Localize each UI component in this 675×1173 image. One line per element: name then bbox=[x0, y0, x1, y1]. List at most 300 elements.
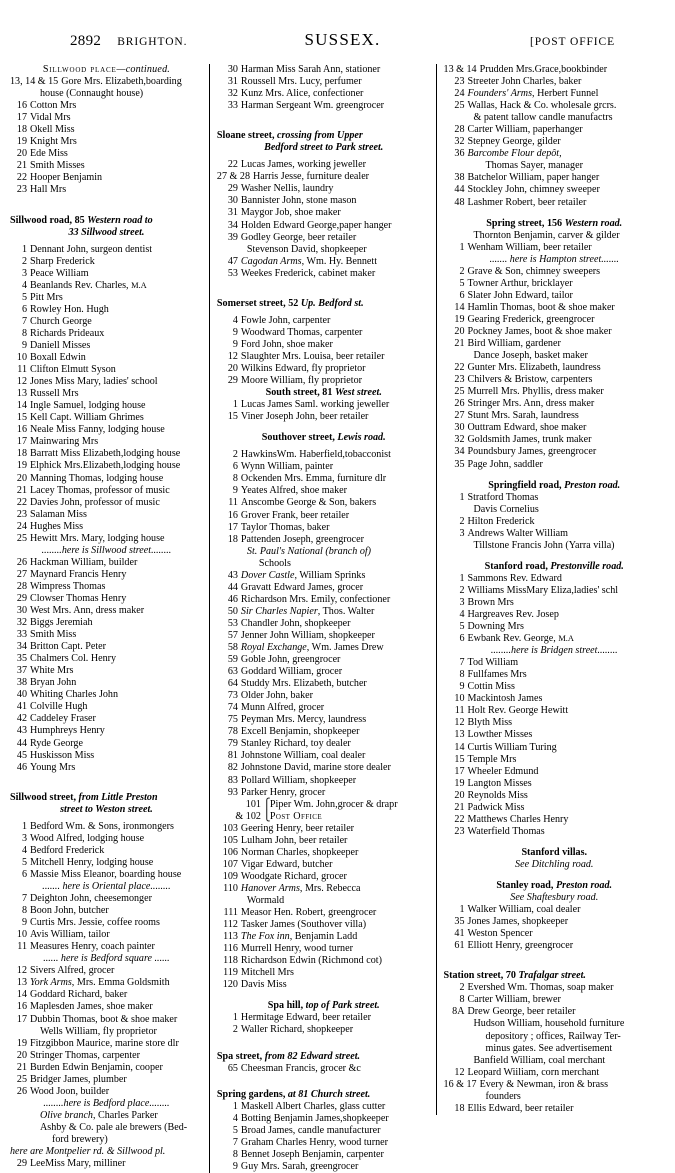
entry-text: Sharp Frederick bbox=[30, 255, 95, 267]
entry-text: Hargreaves Rev. Josep bbox=[467, 609, 559, 621]
directory-entry bbox=[444, 278, 665, 290]
entry-text: Bryan John bbox=[30, 677, 77, 689]
entry-number: 120 bbox=[222, 979, 238, 991]
entry-text: Hewitt Mrs. Mary, lodging house bbox=[30, 532, 165, 544]
entry-text: Wynn William, painter bbox=[240, 461, 334, 473]
entry-text: Vidal Mrs bbox=[30, 112, 71, 124]
entry-number: 26 bbox=[454, 398, 465, 410]
entry-text: Holden Edward George,paper hanger bbox=[240, 219, 392, 231]
entry-number: 32 bbox=[454, 434, 465, 446]
directory-entry bbox=[217, 702, 431, 714]
directory-entry bbox=[217, 327, 431, 339]
entry-text-rest: , Mrs. Emma Goldsmith bbox=[71, 977, 170, 989]
entry-number: 31 bbox=[227, 207, 238, 219]
directory-entry bbox=[10, 833, 203, 845]
entry-number: 8 bbox=[21, 327, 27, 339]
entry-number: 13 & 14 bbox=[443, 64, 477, 75]
directory-entry bbox=[217, 461, 431, 473]
entry-text: Ede Miss bbox=[30, 148, 68, 160]
directory-entry bbox=[10, 436, 203, 448]
street-heading bbox=[217, 432, 431, 444]
brace-icon: ⎩ bbox=[262, 810, 271, 822]
entry-number: 18 bbox=[227, 533, 238, 545]
entry-text: Bird William, gardener bbox=[467, 338, 561, 350]
directory-entry bbox=[444, 814, 665, 826]
entry-number: 48 bbox=[454, 196, 465, 208]
directory-entry bbox=[217, 1149, 431, 1161]
directory-entry bbox=[444, 994, 665, 1006]
entry-text: Carter William, brewer bbox=[467, 994, 561, 1006]
entry-number: 82 bbox=[227, 762, 238, 774]
street-heading: Stanford villas. bbox=[521, 846, 588, 858]
entry-text: Stratford Thomas bbox=[467, 491, 539, 503]
entry-number: 3 bbox=[21, 267, 27, 279]
entry-number: 6 bbox=[21, 303, 27, 315]
directory-entry bbox=[444, 136, 665, 148]
column-3 bbox=[436, 64, 665, 1115]
directory-entry bbox=[10, 1038, 203, 1050]
directory-entry bbox=[444, 148, 665, 160]
directory-entry bbox=[217, 232, 431, 244]
entry-text: Roussell Mrs. Lucy, perfumer bbox=[240, 76, 362, 88]
entry-number: 10 bbox=[16, 352, 27, 364]
entry-text: Maynard Francis Henry bbox=[30, 568, 127, 580]
entry-number: 65 bbox=[227, 1062, 238, 1074]
entry-text: Richardson Edwin (Richmond cot) bbox=[240, 955, 382, 967]
directory-entry bbox=[217, 654, 431, 666]
entry-number: 38 bbox=[16, 677, 27, 689]
directory-entry bbox=[444, 573, 665, 585]
entry-number: 8 bbox=[459, 669, 465, 681]
entry-number: 25 bbox=[454, 386, 465, 398]
entry-number: 14 bbox=[454, 301, 465, 313]
entry-number: 75 bbox=[227, 714, 238, 726]
entry-text: Maplesden James, shoe maker bbox=[30, 1001, 153, 1013]
entry-text: Ellis Edward, beer retailer bbox=[467, 1102, 574, 1114]
entry-number: 13, 14 & 15 bbox=[10, 76, 59, 88]
directory-entry bbox=[10, 725, 203, 737]
entry-number: 20 bbox=[16, 472, 27, 484]
entry-text: West Mrs. Ann, dress maker bbox=[30, 605, 145, 617]
entry-number: 13 bbox=[454, 729, 465, 741]
entry-text: Goddard Richard, baker bbox=[30, 989, 128, 1001]
entry-text: Wenham William, beer retailer bbox=[467, 241, 592, 253]
directory-entry bbox=[10, 738, 203, 750]
directory-entry bbox=[10, 340, 203, 352]
entry-text: Hackman William, builder bbox=[30, 556, 138, 568]
entry-text: Slater John Edward, tailor bbox=[467, 289, 573, 301]
entry-text: Fowle John, carpenter bbox=[240, 314, 331, 326]
entry-number: 23 bbox=[454, 825, 465, 837]
directory-entry bbox=[10, 845, 203, 857]
entry-text-rest: , Wm. James Drew bbox=[306, 642, 384, 654]
directory-entry bbox=[217, 943, 431, 955]
directory-entry bbox=[217, 76, 431, 88]
directory-entry bbox=[10, 497, 203, 509]
entry-number: 2 bbox=[459, 982, 465, 994]
directory-entry bbox=[217, 449, 431, 461]
directory-entry bbox=[217, 207, 431, 219]
directory-entry bbox=[444, 100, 665, 112]
entry-text: Waterfield Thomas bbox=[467, 825, 545, 837]
entry-continuation: minus gates. See advertisement bbox=[485, 1042, 613, 1054]
entry-number: 32 bbox=[227, 88, 238, 100]
entry-number: 7 bbox=[21, 315, 27, 327]
entry-text: Barratt Miss Elizabeth,lodging house bbox=[30, 448, 181, 460]
entry-text: Taylor Thomas, baker bbox=[240, 521, 330, 533]
entry-number: 19 bbox=[454, 313, 465, 325]
directory-entry bbox=[217, 1012, 431, 1024]
entry-text: Ingle Samuel, lodging house bbox=[30, 400, 146, 412]
directory-entry bbox=[10, 316, 203, 328]
entry-text: Washer Nellis, laundry bbox=[240, 183, 334, 195]
entry-number: 24 bbox=[454, 88, 465, 100]
entry-text: Weekes Frederick, cabinet maker bbox=[240, 267, 376, 279]
entry-text: Murrell Mrs. Phyllis, dress maker bbox=[467, 386, 604, 398]
block-spacer bbox=[217, 280, 431, 289]
entry-text: Neale Miss Fanny, lodging house bbox=[30, 424, 165, 436]
directory-entry bbox=[10, 328, 203, 340]
street-location: Preston road. bbox=[564, 479, 621, 491]
entry-number: 101 bbox=[245, 798, 261, 810]
block-spacer bbox=[444, 552, 665, 561]
directory-entry bbox=[444, 124, 665, 136]
entry-number: 4 bbox=[21, 279, 27, 291]
directory-entry bbox=[10, 713, 203, 725]
entry-continuation: Hudson William, household furniture bbox=[473, 1018, 625, 1030]
entry-text: Stepney George, gilder bbox=[467, 136, 561, 148]
street-name: South street, 81 bbox=[265, 387, 335, 399]
column-2 bbox=[209, 64, 436, 1173]
entry-number: 44 bbox=[16, 737, 27, 749]
entry-text: Jones James, shopkeeper bbox=[467, 916, 569, 928]
entry-number: 106 bbox=[222, 846, 238, 858]
entry-text: Dennant John, surgeon dentist bbox=[30, 243, 153, 255]
entry-text: Wood Joon, builder bbox=[30, 1085, 110, 1097]
directory-entry bbox=[444, 609, 665, 621]
entry-number: 23 bbox=[16, 508, 27, 520]
block-spacer bbox=[444, 871, 665, 880]
entry-text bbox=[241, 883, 431, 895]
entry-text: Viner Joseph John, beer retailer bbox=[240, 411, 369, 423]
entry-number: 34 bbox=[16, 641, 27, 653]
directory-entry bbox=[444, 326, 665, 338]
entry-number: 46 bbox=[227, 593, 238, 605]
entry-number: 6 bbox=[21, 868, 27, 880]
entry-number: 25 bbox=[16, 532, 27, 544]
directory-entry bbox=[444, 766, 665, 778]
entry-number: 111 bbox=[223, 907, 238, 919]
street-location: top of Park street. bbox=[305, 1000, 380, 1012]
directory-entry bbox=[10, 989, 203, 1001]
directory-entry bbox=[217, 678, 431, 690]
directory-entry bbox=[444, 657, 665, 669]
directory-entry bbox=[10, 641, 203, 653]
directory-entry bbox=[217, 738, 431, 750]
directory-entry bbox=[10, 521, 203, 533]
directory-entry bbox=[444, 597, 665, 609]
entry-text: Ford John, shoe maker bbox=[240, 338, 333, 350]
directory-entry bbox=[217, 411, 431, 423]
entry-number: 28 bbox=[16, 580, 27, 592]
street-location: Prestonville road. bbox=[550, 560, 624, 572]
directory-entry bbox=[217, 835, 431, 847]
entry-text: Post Office bbox=[269, 810, 323, 822]
entry-text: Smith Miss bbox=[30, 629, 77, 641]
street-heading bbox=[217, 387, 431, 399]
entry-text: Every & Newman, iron & brass bbox=[479, 1078, 608, 1090]
directory-entry bbox=[10, 460, 203, 472]
directory-entry bbox=[10, 701, 203, 713]
entry-number: 2 bbox=[21, 255, 27, 267]
entry-number: 5 bbox=[459, 621, 465, 633]
directory-entry bbox=[444, 386, 665, 398]
directory-entry bbox=[217, 159, 431, 171]
italic-name: Cagodan Arms bbox=[240, 255, 302, 267]
entry-text: Pollard William, shopkeeper bbox=[240, 774, 357, 786]
entry-number: 5 bbox=[232, 1124, 238, 1136]
entry-number: 27 & 28 bbox=[216, 171, 251, 183]
entry-text: Reynolds Miss bbox=[467, 789, 528, 801]
block-spacer bbox=[10, 774, 203, 783]
entry-number: 14 bbox=[16, 989, 27, 1001]
entry-text: Hamlin Thomas, boot & shoe maker bbox=[467, 301, 615, 313]
directory-entry bbox=[217, 871, 431, 883]
directory-entry bbox=[10, 605, 203, 617]
entry-text bbox=[241, 931, 431, 943]
entry-text: Lashmer Robert, beer retailer bbox=[467, 196, 587, 208]
directory-entry bbox=[10, 977, 203, 989]
entry-number: 14 bbox=[454, 741, 465, 753]
entry-number: 6 bbox=[459, 633, 465, 645]
entry-number: 34 bbox=[227, 219, 238, 231]
entry-number: 4 bbox=[232, 1112, 238, 1124]
directory-entry bbox=[444, 633, 665, 645]
entry-text: Mitchell Henry, lodging house bbox=[30, 856, 154, 868]
entry-text: Maygor Job, shoe maker bbox=[240, 207, 341, 219]
entry-text: Towner Arthur, bricklayer bbox=[467, 277, 573, 289]
braced-line bbox=[217, 799, 431, 811]
entry-number: 16 bbox=[227, 509, 238, 521]
entry-number: 9 bbox=[232, 1160, 238, 1172]
entry-text: Woodward Thomas, carpenter bbox=[240, 326, 363, 338]
entry-text: Prudden Mrs.Grace,bookbinder bbox=[479, 64, 608, 75]
entry-text: Huskisson Miss bbox=[30, 749, 95, 761]
entry-text: Deighton John, cheesemonger bbox=[30, 893, 152, 905]
entry-text-main: Beanlands Rev. Charles, bbox=[30, 279, 132, 291]
directory-entry bbox=[444, 1079, 665, 1091]
directory-entry bbox=[217, 315, 431, 327]
entry-number: 1 bbox=[232, 399, 238, 411]
entry-number: 12 bbox=[16, 376, 27, 388]
entry-continuation: Tillstone Francis John (Yarra villa) bbox=[473, 539, 615, 551]
entry-continuation: Thornton Benjamin, carver & gilder bbox=[473, 229, 620, 241]
entry-number: 25 bbox=[16, 1073, 27, 1085]
entry-text: Johnstone David, marine store dealer bbox=[240, 762, 391, 774]
entry-number: 19 bbox=[454, 777, 465, 789]
entry-number: 53 bbox=[227, 267, 238, 279]
directory-entry bbox=[217, 510, 431, 522]
entry-text: Pitt Mrs bbox=[30, 291, 63, 303]
entry-number: 5 bbox=[459, 277, 465, 289]
entry-number: 50 bbox=[227, 605, 238, 617]
here-is-note: ...... here is Bedford square ...... bbox=[43, 953, 170, 965]
entry-continuation: Ashby & Co. pale ale brewers (Bed- bbox=[40, 1121, 188, 1133]
entry-number: 13 bbox=[16, 388, 27, 400]
directory-entry bbox=[10, 160, 203, 172]
entry-text: Lucas James Saml. working jeweller bbox=[240, 399, 390, 411]
directory-entry bbox=[217, 256, 431, 268]
entry-number: 15 bbox=[227, 411, 238, 423]
directory-entry bbox=[217, 64, 431, 76]
directory-entry bbox=[217, 931, 431, 943]
entry-number: 61 bbox=[454, 940, 465, 952]
entry-continuation: St. Paul's National (branch of) bbox=[246, 545, 372, 557]
entry-number: 39 bbox=[227, 231, 238, 243]
entry-number: 20 bbox=[16, 148, 27, 160]
entry-text: Holt Rev. George Hewitt bbox=[467, 705, 569, 717]
directory-entry bbox=[10, 750, 203, 762]
directory-entry bbox=[444, 693, 665, 705]
directory-entry bbox=[217, 363, 431, 375]
entry-continuation: ford brewery) bbox=[52, 1133, 108, 1145]
entry-text: Chalmers Col. Henry bbox=[30, 653, 117, 665]
entry-text: Bridger James, plumber bbox=[30, 1073, 127, 1085]
page-number: 2892 bbox=[70, 33, 102, 49]
directory-entry bbox=[444, 742, 665, 754]
directory-entry bbox=[10, 76, 203, 88]
entry-number: 17 bbox=[227, 521, 238, 533]
entry-number: 4 bbox=[232, 314, 238, 326]
directory-entry bbox=[444, 1006, 665, 1018]
entry-text: Manning Thomas, lodging house bbox=[30, 472, 164, 484]
directory-entry bbox=[10, 448, 203, 460]
town-name: BRIGHTON. bbox=[117, 36, 188, 48]
directory-entry bbox=[444, 398, 665, 410]
directory-entry bbox=[10, 617, 203, 629]
street-heading bbox=[217, 298, 431, 310]
entry-number: 3 bbox=[459, 527, 465, 539]
entry-text-rest: , Charles Parker bbox=[92, 1109, 158, 1121]
directory-entry bbox=[10, 1001, 203, 1013]
entry-number: 2 bbox=[232, 449, 238, 461]
directory-entry bbox=[217, 859, 431, 871]
entry-text: Russell Mrs bbox=[30, 388, 79, 400]
entry-number: 1 bbox=[459, 241, 465, 253]
entry-text: Curtis William Turing bbox=[467, 741, 557, 753]
directory-entry bbox=[444, 904, 665, 916]
street-name: Spa street, bbox=[216, 1050, 265, 1062]
entry-text: Poundsbury James, greengrocer bbox=[467, 446, 597, 458]
entry-text: Daniell Misses bbox=[30, 339, 91, 351]
entry-text: Fitzgibbon Maurice, marine store dlr bbox=[30, 1037, 179, 1049]
entry-number: 64 bbox=[227, 678, 238, 690]
block-spacer bbox=[217, 1037, 431, 1042]
street-location: from Little Preston bbox=[78, 791, 158, 803]
entry-text: Older John, baker bbox=[240, 690, 313, 702]
street-continued-heading bbox=[10, 64, 203, 76]
block-spacer bbox=[444, 471, 665, 480]
entry-text: Lacey Thomas, professor of music bbox=[30, 484, 170, 496]
entry-number: 1 bbox=[21, 820, 27, 832]
entry-text bbox=[241, 570, 431, 582]
entry-number: 25 bbox=[454, 100, 465, 112]
street-heading bbox=[10, 215, 203, 227]
entry-number: 10 bbox=[16, 929, 27, 941]
entry-text: Harman Sergeant Wm. greengrocer bbox=[240, 100, 385, 112]
directory-entry bbox=[217, 630, 431, 642]
directory-entry bbox=[10, 100, 203, 112]
directory-entry bbox=[10, 893, 203, 905]
entry-number: 1 bbox=[459, 904, 465, 916]
entry-number: 24 bbox=[16, 520, 27, 532]
entry-number: 7 bbox=[232, 1136, 238, 1148]
entry-continuation: Davis Cornelius bbox=[473, 503, 539, 515]
entry-number: 3 bbox=[459, 596, 465, 608]
entry-number: 22 bbox=[227, 159, 238, 171]
block-spacer bbox=[217, 112, 431, 121]
entry-number: 9 bbox=[232, 326, 238, 338]
block-spacer bbox=[10, 197, 203, 206]
entry-text: Clifton Elmutt Syson bbox=[30, 364, 116, 376]
directory-entry bbox=[10, 376, 203, 388]
entry-text: Langton Misses bbox=[467, 777, 532, 789]
entry-text: Stringer Thomas, carpenter bbox=[30, 1049, 140, 1061]
directory-entry bbox=[444, 362, 665, 374]
here-is-note: ....... here is Oriental place........ bbox=[42, 881, 171, 892]
directory-entry bbox=[217, 534, 431, 546]
directory-entry bbox=[10, 364, 203, 376]
entry-number: 5 bbox=[21, 856, 27, 868]
street-location: West street. bbox=[334, 387, 382, 399]
entry-number: 27 bbox=[454, 410, 465, 422]
directory-entry bbox=[444, 802, 665, 814]
entry-text: Knight Mrs bbox=[30, 136, 77, 148]
entry-number: 11 bbox=[228, 497, 238, 509]
directory-entry bbox=[217, 1113, 431, 1125]
directory-entry bbox=[444, 410, 665, 422]
entry-number: 107 bbox=[222, 858, 238, 870]
entry-number: 35 bbox=[454, 916, 465, 928]
entry-number: 41 bbox=[16, 701, 27, 713]
entry-text: HawkinsWm. Haberfield,tobacconist bbox=[240, 449, 391, 461]
street-heading bbox=[444, 970, 665, 982]
entry-text: Goddard William, grocer bbox=[240, 666, 343, 678]
directory-entry bbox=[10, 677, 203, 689]
entry-number: 28 bbox=[454, 124, 465, 136]
entry-number: 119 bbox=[223, 967, 238, 979]
directory-entry bbox=[444, 197, 665, 209]
entry-number: 29 bbox=[16, 592, 27, 604]
entry-text: Massie Miss Eleanor, boarding house bbox=[30, 868, 182, 880]
directory-entry bbox=[10, 473, 203, 485]
entry-number: 8 bbox=[459, 994, 465, 1006]
directory-entry bbox=[444, 754, 665, 766]
entry-number: 11 bbox=[454, 705, 465, 717]
entry-number: 17 bbox=[454, 765, 465, 777]
directory-entry bbox=[217, 907, 431, 919]
here-is-note: ........here is Bridgen street........ bbox=[490, 645, 618, 657]
entry-number: 35 bbox=[454, 458, 465, 470]
directory-entry bbox=[217, 606, 431, 618]
entry-number: 10 bbox=[454, 693, 465, 705]
entry-text: Botting Benjamin James,shopkeeper bbox=[240, 1112, 389, 1124]
street-heading bbox=[217, 130, 431, 142]
street-heading-continuation: Bedford street to Park street. bbox=[264, 142, 384, 154]
entry-number: 18 bbox=[454, 1102, 465, 1114]
entry-continuation: & patent tallow candle manufactrs bbox=[473, 112, 613, 124]
entry-text: Jenner John William, shopkeeper bbox=[240, 629, 375, 641]
